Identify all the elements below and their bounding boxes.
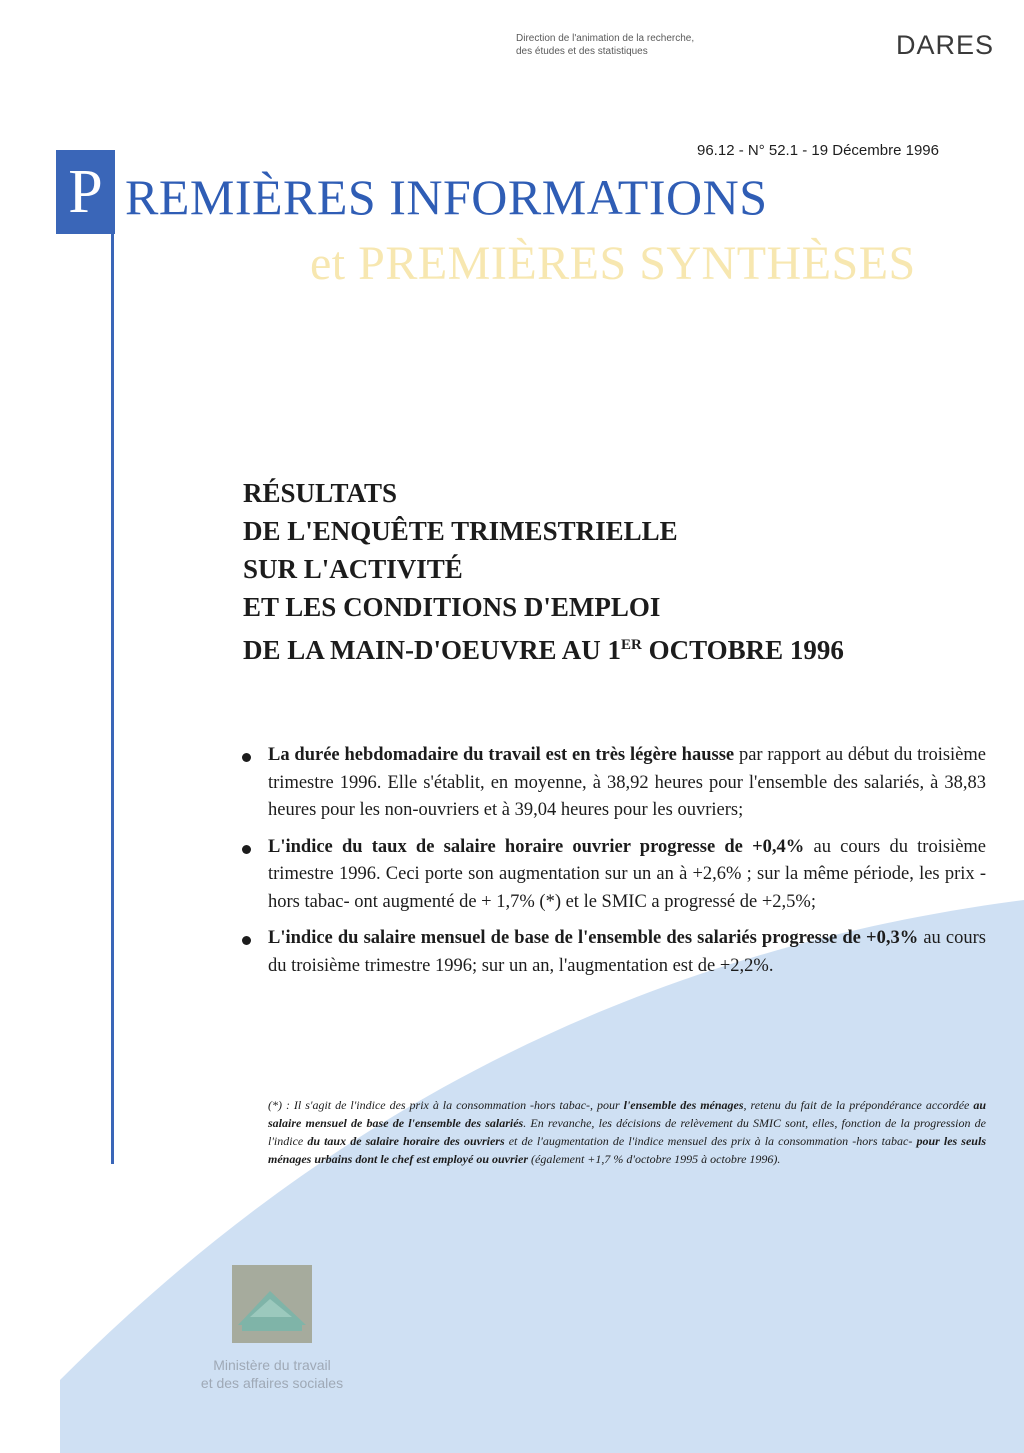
bullet-icon [242,845,251,854]
footnote-emphasis: pour les seuls ménages urbains dont le chef est employé ou ouvrier [268,1134,986,1166]
study-title-line-5 [243,626,983,669]
list-item-lead: La durée hebdomadaire du travail est en très légère hausse [268,745,735,765]
footnote-emphasis: l'ensemble des ménages [623,1098,744,1112]
study-title-line-3: SUR L'ACTIVITÉ [243,554,463,584]
list-item [242,834,986,917]
org-line-1: Direction de l'animation de la recherche, [516,33,695,44]
study-title-line-5-pre: DE LA MAIN-D'OEUVRE AU 1 [243,635,622,665]
footnote [268,1096,986,1168]
ministry-logo-icon [232,1265,312,1343]
study-title [243,474,983,669]
list-item-text: au cours du troisième trimestre 1996; sur un an, l'augmentation est de +2,2%. [268,928,986,976]
footnote-text: , retenu du fait de la prépondérance accordée [743,1098,974,1112]
footnote-text: (*) : Il s'agit de l'indice des prix à la consommation -hors tabac-, pour [268,1098,624,1112]
list-item [242,742,986,825]
brand-logo-text: DARES [896,30,995,60]
footnote-text: . En revanche, les décisions de relèvement du SMIC sont, elles, fonction de la progression de l'indice [268,1116,986,1148]
list-item-text: par rapport au début du troisième trimestre 1996. Elle s'établit, en moyenne, à 38,92 heures pour l'ensemble des salariés, à 38,83 heures pour les non-ouvriers et à 39,04 heures pour les ouvriers; [268,745,986,820]
study-title-line-5-post: OCTOBRE 1996 [641,635,844,665]
footnote-text: (également +1,7 % d'octobre 1995 à octobre 1996). [528,1152,781,1166]
issue-number-date: 96.12 - N° 52.1 - 19 Décembre 1996 [697,142,939,159]
list-item-text: au cours du troisième trimestre 1996. Ceci porte son augmentation sur un an à +2,6% ; sur la même période, les prix -hors tabac- ont augmenté de + 1,7% (*) et le SMIC a progressé de +2,5%; [268,836,987,912]
study-title-line-1: RÉSULTATS [243,478,398,508]
footnote-emphasis: du taux de salaire horaire des ouvriers [307,1134,505,1148]
bullet-icon [242,753,251,762]
footnote-emphasis: au salaire mensuel de base de l'ensemble des salariés [268,1098,987,1130]
masthead-subtitle: et PREMIÈRES SYNTHÈSES [310,237,916,290]
study-title-line-2: DE L'ENQUÊTE TRIMESTRIELLE [243,516,678,546]
list-item-lead: L'indice du taux de salaire horaire ouvrier progresse de +0,4% [268,836,805,857]
bullet-icon [242,936,251,945]
study-title-line-4: ET LES CONDITIONS D'EMPLOI [243,592,661,622]
header-organization [516,32,776,58]
list-item-lead: L'indice du salaire mensuel de base de l'ensemble des salariés progresse de +0,3% [268,928,919,948]
ministry-name-line-1: Ministère du travail [213,1357,331,1373]
study-title-superscript: ER [621,637,642,653]
masthead-drop-letter: P [56,150,115,234]
ministry-name-line-2: et des affaires sociales [200,1375,344,1391]
footnote-text: et de l'augmentation de l'indice mensuel des prix à la consommation -hors tabac- [504,1134,917,1148]
vertical-rule [111,234,114,1164]
list-item [242,925,986,980]
masthead-title: REMIÈRES INFORMATIONS [125,169,768,225]
org-line-2: des études et des statistiques [516,46,648,57]
key-findings-list [242,742,986,989]
ministry-name [172,1356,372,1392]
